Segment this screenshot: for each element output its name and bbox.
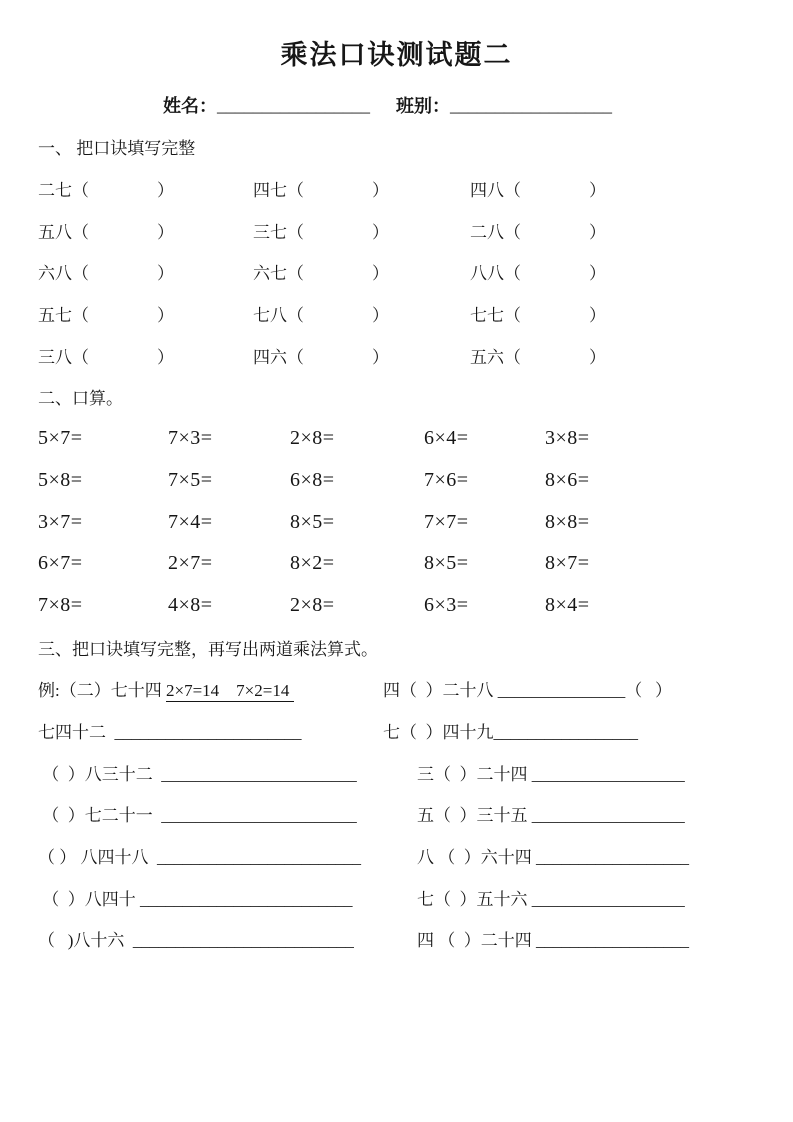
section1-header: 一、 把口诀填写完整 <box>38 139 196 159</box>
name-blank-field: _________________ <box>217 94 370 115</box>
formula-blank-item: 四六（ ） <box>253 347 389 367</box>
oral-calc-item: 8×4= <box>545 593 590 616</box>
formula-blank-item: 三七（ ） <box>253 222 389 242</box>
formula-blank-item: 五八（ ） <box>38 222 174 242</box>
formula-complete-item: （ )八十六 __________________________ <box>38 931 354 951</box>
section3-header: 三、把口诀填写完整，再写出两道乘法算式。 <box>38 639 378 659</box>
section3-row <box>0 793 793 835</box>
formula-complete-item: （ ）八三十二 _______________________ <box>38 764 357 784</box>
oral-calc-item: 2×8= <box>290 593 335 616</box>
formula-complete-item: （ ）八四十 _________________________ <box>38 889 353 909</box>
oral-calc-item: 6×3= <box>424 593 469 616</box>
formula-complete-item: 五（ ）三十五 __________________ <box>383 806 685 826</box>
section3-row <box>0 876 793 918</box>
formula-blank-item: 三八（ ） <box>38 347 174 367</box>
oral-calc-item: 7×4= <box>168 510 213 533</box>
name-label: 姓名： <box>163 96 217 116</box>
oral-calc-item: 5×8= <box>38 468 83 491</box>
oral-calc-item: 2×8= <box>290 427 335 450</box>
formula-blank-item: 八八（ ） <box>470 264 606 284</box>
formula-complete-item: 四 （ ）二十四 __________________ <box>383 931 689 951</box>
formula-blank-item: 五七（ ） <box>38 306 174 326</box>
formula-blank-item: 二八（ ） <box>470 222 606 242</box>
oral-calc-item: 8×7= <box>545 552 590 575</box>
formula-blank-item: 六八（ ） <box>38 264 174 284</box>
section3-example-row <box>0 668 793 710</box>
section3-row <box>0 835 793 877</box>
formula-blank-item: 五六（ ） <box>470 347 606 367</box>
oral-calc-item: 6×7= <box>38 552 83 575</box>
oral-calc-item: 8×5= <box>424 552 469 575</box>
example-prefix: 例:（二）七十四 <box>38 681 166 701</box>
section3-row <box>0 918 793 960</box>
section1-row <box>0 293 793 335</box>
section2-row <box>0 460 793 502</box>
oral-calc-item: 8×2= <box>290 552 335 575</box>
oral-calc-item: 8×6= <box>545 468 590 491</box>
section2-row <box>0 543 793 585</box>
oral-calc-item: 8×5= <box>290 510 335 533</box>
oral-calc-item: 7×3= <box>168 427 213 450</box>
section1-row <box>0 334 793 376</box>
formula-complete-item: 四（ ）二十八 _______________（ ） <box>383 681 672 701</box>
formula-complete-item: 三（ ）二十四 __________________ <box>383 764 685 784</box>
oral-calc-item: 7×8= <box>38 593 83 616</box>
oral-calc-item: 8×8= <box>545 510 590 533</box>
formula-blank-item: 七八（ ） <box>253 306 389 326</box>
name-class-line <box>0 84 793 126</box>
oral-calc-item: 3×8= <box>545 427 590 450</box>
section2-row <box>0 585 793 627</box>
section2-row <box>0 501 793 543</box>
formula-complete-item: 七（ ）四十九_________________ <box>383 722 638 742</box>
oral-calc-item: 7×6= <box>424 468 469 491</box>
class-label: 班别： <box>396 96 450 116</box>
class-blank-field: __________________ <box>450 94 612 115</box>
formula-blank-item: 七七（ ） <box>470 306 606 326</box>
oral-calc-item: 5×7= <box>38 427 83 450</box>
oral-calc-item: 3×7= <box>38 510 83 533</box>
section3-row <box>0 710 793 752</box>
example-answer-underlined: 2×7=14 7×2=14 <box>165 681 294 701</box>
formula-blank-item: 四七（ ） <box>253 181 389 201</box>
oral-calc-item: 6×4= <box>424 427 469 450</box>
example-left <box>38 676 383 701</box>
oral-calc-item: 7×5= <box>168 468 213 491</box>
formula-complete-item: 八 （ ）六十四 __________________ <box>383 848 689 868</box>
section2-row <box>0 418 793 460</box>
section2-header: 二、口算。 <box>38 389 123 409</box>
oral-calc-item: 4×8= <box>168 593 213 616</box>
oral-calc-item: 6×8= <box>290 468 335 491</box>
page-title: 乘法口诀测试题二 <box>280 40 513 70</box>
formula-complete-item: （ ）七二十一 _______________________ <box>38 806 357 826</box>
section1-row <box>0 209 793 251</box>
formula-complete-item: 七四十二 ______________________ <box>38 722 302 742</box>
oral-calc-item: 7×7= <box>424 510 469 533</box>
oral-calc-item: 2×7= <box>168 552 213 575</box>
section3-row <box>0 751 793 793</box>
formula-complete-item: 七（ ）五十六 __________________ <box>383 889 685 909</box>
formula-blank-item: 六七（ ） <box>253 264 389 284</box>
section1-row <box>0 168 793 210</box>
section1-row <box>0 251 793 293</box>
formula-complete-item: （ ） 八四十八 ________________________ <box>38 848 361 868</box>
formula-blank-item: 四八（ ） <box>470 181 606 201</box>
formula-blank-item: 二七（ ） <box>38 181 174 201</box>
